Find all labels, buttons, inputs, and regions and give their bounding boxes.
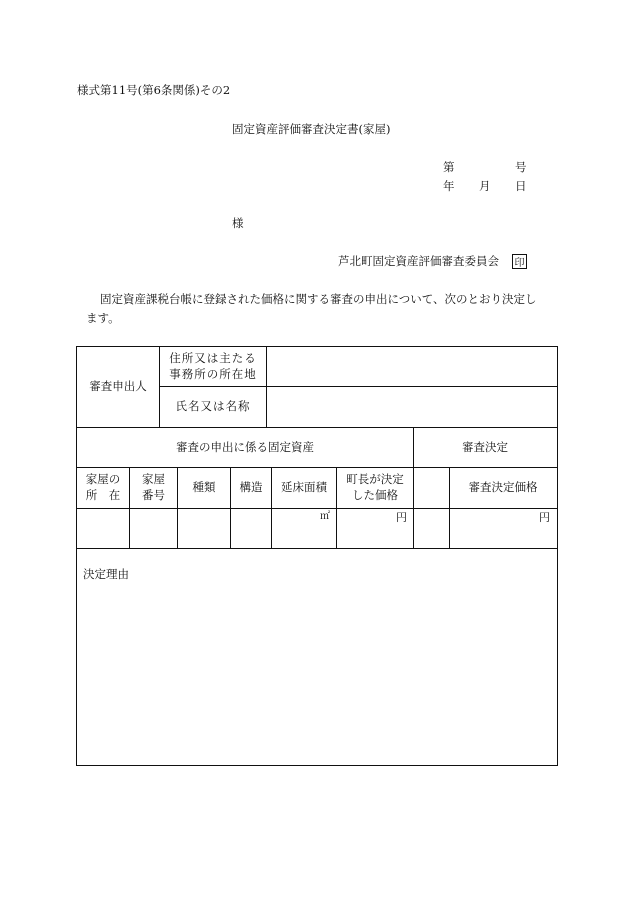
address-label	[160, 347, 266, 386]
number-go: 号	[515, 160, 527, 174]
form-number: 様式第11号(第6条関係)その2	[77, 83, 231, 97]
col-header-house-number-line1: 家屋	[142, 472, 165, 487]
number-dai: 第	[443, 160, 455, 174]
address-label-line1: 住所又は主たる	[169, 350, 257, 365]
row-line	[76, 508, 557, 509]
col-header-location	[77, 468, 129, 508]
row-line	[76, 548, 557, 549]
document-title: 固定資産評価審査決定書(家屋)	[232, 122, 391, 136]
reason-label: 決定理由	[83, 567, 129, 581]
col-header-mayor-price-line1: 町長が決定	[346, 472, 404, 487]
section-decision-header: 審査決定	[462, 439, 508, 454]
col-header-floor-area: 延床面積	[281, 480, 327, 495]
body-line-2: ます。	[86, 311, 120, 325]
col-header-location-line2: 所 在	[85, 488, 121, 502]
unit-square-meter: ㎡	[320, 511, 330, 522]
name-value	[267, 387, 556, 427]
section-property-header: 審査の申出に係る固定資産	[176, 439, 314, 454]
date-day: 日	[515, 179, 527, 193]
col-header-blank	[414, 468, 449, 508]
unit-yen-decision: 円	[539, 511, 550, 524]
col-header-decision-price: 審査決定価格	[468, 480, 538, 495]
date-month: 月	[479, 179, 491, 193]
col-header-type: 種類	[192, 480, 216, 495]
address-value	[267, 347, 556, 386]
col-header-mayor-price	[337, 468, 413, 508]
committee-name: 芦北町固定資産評価審査委員会	[338, 254, 499, 268]
applicant-label: 審査申出人	[89, 379, 147, 394]
date-year: 年	[443, 179, 455, 193]
unit-yen-mayor: 円	[396, 511, 407, 524]
col-header-house-number	[130, 468, 177, 508]
body-line-1: 固定資産課税台帳に登録された価格に関する審査の申出について、次のとおり決定し	[100, 292, 537, 306]
col-header-structure: 構造	[239, 480, 263, 495]
col-header-house-number-line2: 番号	[142, 488, 165, 502]
col-header-location-line1: 家屋の	[85, 472, 121, 487]
seal-mark: 印	[512, 254, 527, 269]
address-label-line2: 事務所の所在地	[169, 366, 257, 381]
col-header-mayor-price-line2: した価格	[352, 488, 398, 502]
name-label: 氏名又は名称	[175, 399, 251, 414]
addressee-sama: 様	[232, 216, 244, 230]
